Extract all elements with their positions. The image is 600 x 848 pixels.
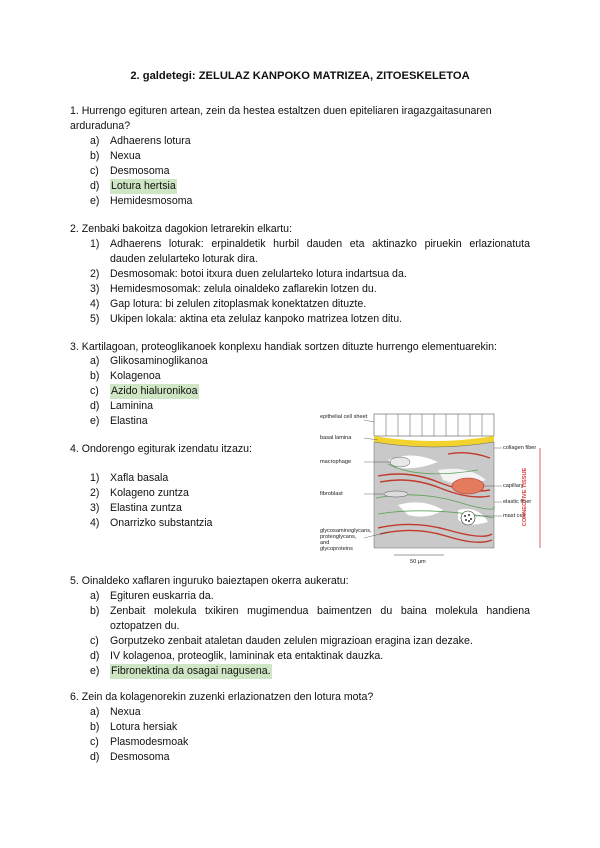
option-item[interactable] xyxy=(90,589,530,604)
item-text: Kolageno zuntza xyxy=(110,487,189,499)
option-item[interactable] xyxy=(90,705,530,720)
macrophage xyxy=(390,457,410,467)
option-letter: d) xyxy=(90,650,100,662)
item-text: Adhaerens loturak: erpinaldetik hurbil dauden eta aktinazko piruekin erlazionatuta dauden zelularteko loturak dira. xyxy=(110,238,530,265)
epithelial-cells xyxy=(374,414,494,436)
option-text: Hemidesmosoma xyxy=(110,195,193,207)
item-text: Desmosomak: botoi itxura duen zelularteko lotura indartsua da. xyxy=(110,268,407,280)
question-6-options xyxy=(90,705,530,765)
question-1-options xyxy=(90,134,530,209)
question-4-items xyxy=(90,471,290,531)
option-item-highlighted[interactable] xyxy=(90,664,530,679)
option-text: Nexua xyxy=(110,150,141,162)
item-number: 1) xyxy=(90,238,100,250)
question-6-text: 6. Zein da kolagenorekin zuzenki erlazionatzen den lotura mota? xyxy=(70,691,374,703)
question-2-text: 2. Zenbaki bakoitza dagokion letrarekin elkartu: xyxy=(70,223,293,235)
option-item[interactable] xyxy=(90,354,530,369)
question-5-options xyxy=(90,589,530,679)
label-mast-cell: mast cell xyxy=(503,513,526,519)
numbered-item xyxy=(90,267,530,282)
option-item[interactable] xyxy=(90,194,530,209)
item-number: 1) xyxy=(90,472,100,484)
option-item-highlighted[interactable] xyxy=(90,384,530,399)
option-item[interactable] xyxy=(90,634,530,649)
option-letter: d) xyxy=(90,751,100,763)
item-text: Hemidesmosomak: zelula oinaldeko zaflarekin lotzen du. xyxy=(110,283,377,295)
option-letter: a) xyxy=(90,706,100,718)
numbered-item xyxy=(90,516,290,531)
option-item[interactable] xyxy=(90,604,530,634)
mast-cell xyxy=(461,511,475,525)
item-number: 2) xyxy=(90,487,100,499)
option-letter: e) xyxy=(90,415,100,427)
label-glycoproteins: glycoproteins xyxy=(320,546,353,552)
label-elastic-fiber: elastic fiber xyxy=(503,499,532,505)
option-item[interactable] xyxy=(90,750,530,765)
question-1-text: 1. Hurrengo egituren artean, zein da hestea estaltzen duen epiteliaren iragazgaitasunaren arduraduna? xyxy=(70,105,492,132)
label-macrophage: macrophage xyxy=(320,459,352,465)
option-text: Laminina xyxy=(110,400,153,412)
page-title: 2. galdetegi: ZELULAZ KANPOKO MATRIZEA, ZITOESKELETOA xyxy=(130,70,470,82)
option-item[interactable] xyxy=(90,649,530,664)
option-item[interactable] xyxy=(90,720,530,735)
label-capillary: capillary xyxy=(503,483,524,489)
option-text: Lotura hersiak xyxy=(110,721,178,733)
option-text-highlighted: Azido hialuronikoa xyxy=(111,385,198,397)
connective-tissue-figure xyxy=(318,410,548,570)
option-text: Kolagenoa xyxy=(110,370,161,382)
question-5-text: 5. Oinaldeko xaflaren inguruko baieztapen okerra aukeratu: xyxy=(70,575,349,587)
question-4-text: 4. Ondorengo egiturak izendatu itzazu: xyxy=(70,443,252,455)
option-text: Nexua xyxy=(110,706,141,718)
item-text: Ukipen lokala: aktina eta zelulaz kanpoko matrizea lotzen ditu. xyxy=(110,313,403,325)
numbered-item xyxy=(90,237,530,267)
option-text: Elastina xyxy=(110,415,148,427)
option-text: Gorputzeko zenbait ataletan dauden zelulen migrazioan eragina izan dezake. xyxy=(110,635,473,647)
option-letter: d) xyxy=(90,400,100,412)
option-text-highlighted: Lotura hertsia xyxy=(111,180,176,192)
option-text: IV kolagenoa, proteoglik, lamininak eta entaktinak dauzka. xyxy=(110,650,384,662)
option-letter: a) xyxy=(90,590,100,602)
option-letter: c) xyxy=(90,385,99,397)
item-number: 4) xyxy=(90,298,100,310)
option-letter: b) xyxy=(90,605,100,617)
numbered-item xyxy=(90,282,530,297)
option-letter: c) xyxy=(90,165,99,177)
numbered-item xyxy=(90,471,290,486)
item-text: Xafla basala xyxy=(110,472,169,484)
label-connective-tissue: CONNECTIVE TISSUE xyxy=(522,467,529,527)
option-letter: c) xyxy=(90,736,99,748)
option-letter: a) xyxy=(90,135,100,147)
item-number: 3) xyxy=(90,283,100,295)
label-collagen-fiber: collagen fiber xyxy=(503,445,537,451)
label-epithelial: epithelial cell sheet xyxy=(320,414,368,420)
capillary xyxy=(452,478,484,494)
option-letter: e) xyxy=(90,665,100,677)
numbered-item xyxy=(90,486,290,501)
item-text: Elastina zuntza xyxy=(110,502,182,514)
numbered-item xyxy=(90,312,530,327)
option-item[interactable] xyxy=(90,134,530,149)
option-text: Desmosoma xyxy=(110,165,170,177)
numbered-item xyxy=(90,297,530,312)
item-number: 5) xyxy=(90,313,100,325)
question-2-items xyxy=(90,237,530,327)
option-letter: b) xyxy=(90,150,100,162)
item-text: Onarrizko substantzia xyxy=(110,517,213,529)
option-letter: d) xyxy=(90,180,100,192)
label-scale: 50 µm xyxy=(410,559,426,565)
fibroblast xyxy=(384,491,408,497)
option-letter: e) xyxy=(90,195,100,207)
item-number: 3) xyxy=(90,502,100,514)
option-letter: b) xyxy=(90,721,100,733)
option-text: Desmosoma xyxy=(110,751,170,763)
option-item[interactable] xyxy=(90,164,530,179)
item-text: Gap lotura: bi zelulen zitoplasmak konektatzen dituzte. xyxy=(110,298,367,310)
item-number: 2) xyxy=(90,268,100,280)
option-item[interactable] xyxy=(90,369,530,384)
numbered-item xyxy=(90,501,290,516)
option-text: Zenbait molekula txikiren mugimendua baimentzen du baina molekula handiena oztopatzen du. xyxy=(110,605,530,632)
option-item[interactable] xyxy=(90,149,530,164)
option-text-highlighted: Fibronektina da osagai nagusena. xyxy=(111,665,271,677)
item-number: 4) xyxy=(90,517,100,529)
option-text: Glikosaminoglikanoa xyxy=(110,355,208,367)
option-letter: b) xyxy=(90,370,100,382)
label-fibroblast: fibroblast xyxy=(320,491,343,497)
option-text: Egituren euskarria da. xyxy=(110,590,214,602)
option-letter: c) xyxy=(90,635,99,647)
label-basal-lamina: basal lamina xyxy=(320,435,352,441)
question-3-text: 3. Kartilagoan, proteoglikanoek konplexu handiak sortzen dituzte hurrengo elementuarekin: xyxy=(70,341,497,353)
option-letter: a) xyxy=(90,355,100,367)
option-text: Plasmodesmoak xyxy=(110,736,189,748)
option-text: Adhaerens lotura xyxy=(110,135,191,147)
label-glycosaminoglycans: glycosaminoglycans, proteoglycans, and xyxy=(320,528,372,546)
option-item[interactable] xyxy=(90,735,530,750)
option-item-highlighted[interactable] xyxy=(90,179,530,194)
